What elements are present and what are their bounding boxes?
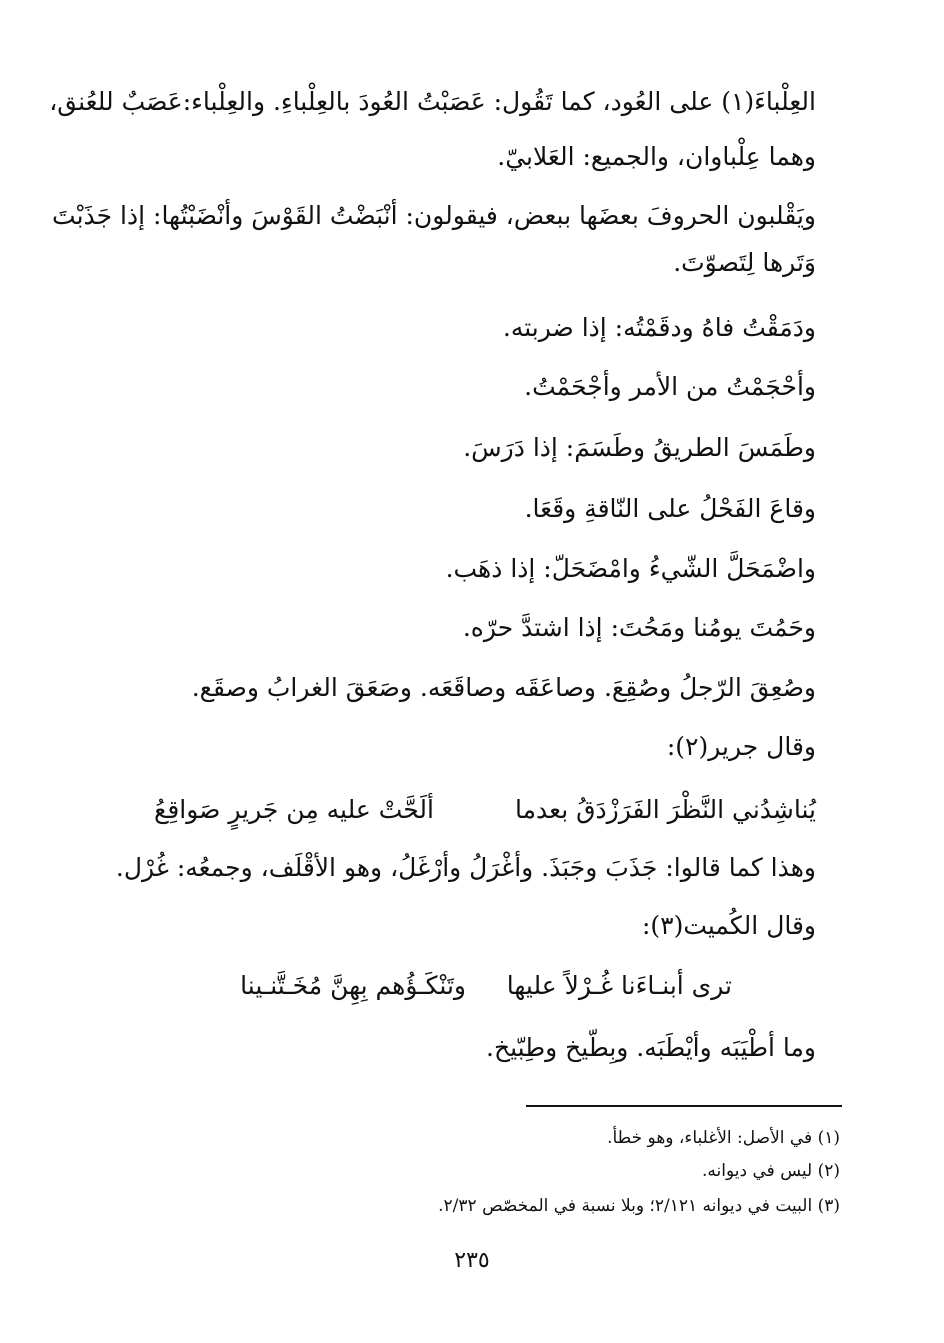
paragraph-1-line-1: العِلْباءَ(١) على العُود، كما تَقُول: عَصَبْتُ العُودَ بالعِلْباءِ. والعِلْباء:عَصَبٌ للعُنق، (49, 87, 816, 116)
text-line-jadhaba: وهذا كما قالوا: جَذَبَ وجَبَذَ. وأغْرَلُ وأرْغَلُ، وهو الأقْلَف، وجمعُه: غُرْل. (115, 853, 816, 882)
verse-jarir (0, 790, 944, 830)
paragraph-2-line-2: وَتَرها لِتَصوّتَ. (673, 248, 816, 277)
footnote-2: (٢) ليس في ديوانه. (702, 1161, 840, 1181)
footnote-separator (526, 1105, 842, 1107)
verse-kumayt-first-hemistich: ترى أبنـاءَنا غُـرْلاً عليها (506, 971, 732, 1000)
text-line-atyabahu: وما أطْيَبَه وأيْطَبَه. وبِطّيخ وطِبّيخ. (486, 1033, 816, 1062)
footnote-3: (٣) البيت في ديوانه ٢/١٢١؛ وبلا نسبة في المخصّص ٢/٣٢. (438, 1196, 840, 1216)
text-line-damaqtu: ودَمَقْتُ فاهُ ودقَمْتُه: إذا ضربته. (502, 313, 816, 342)
text-line-kumayt-intro: وقال الكُميت(٣): (641, 911, 816, 940)
text-line-hamuta: وحَمُتَ يومُنا ومَحُتَ: إذا اشتدَّ حرّه. (462, 613, 816, 642)
verse-kumayt (0, 966, 944, 1006)
text-line-ahjamtu: وأحْجَمْتُ من الأمر وأجْحَمْتُ. (524, 372, 816, 401)
text-line-suiqa: وصُعِقَ الرّجلُ وصُقِعَ. وصاعَقَه وصاقَعَه. وصَعَقَ الغرابُ وصقَع. (191, 673, 816, 702)
text-line-qaa: وقاعَ الفَحْلُ على النّاقةِ وقَعَا. (524, 494, 816, 523)
text-line-idmahalla: واضْمَحَلَّ الشّيءُ وامْضَحَلّ: إذا ذهَب. (445, 554, 816, 583)
verse-jarir-first-hemistich: يُناشِدُني النَّظْرَ الفَرَزْدَقُ بعدما (515, 795, 816, 824)
text-line-jarir-intro: وقال جرير(٢): (666, 732, 816, 761)
verse-kumayt-second-hemistich: وتَنْكَـؤُهم بِهِنَّ مُخَـتَّنـينا (240, 971, 466, 1000)
page-number: ٢٣٥ (454, 1248, 490, 1273)
paragraph-2-line-1: ويَقْلبون الحروفَ بعضَها ببعض، فيقولون: أنْبَضْتُ القَوْسَ وأنْضَبْتُها: إذا جَذَبْتَ (52, 201, 816, 230)
paragraph-1-line-2: وهما عِلْباوان، والجميع: العَلابيّ. (497, 142, 816, 171)
footnote-1: (١) في الأصل: الأغلباء، وهو خطأ. (607, 1128, 840, 1148)
text-line-tamasa: وطَمَسَ الطريقُ وطَسَمَ: إذا دَرَسَ. (463, 433, 816, 462)
verse-jarir-second-hemistich: ألَحَّتْ عليه مِن جَريرٍ صَواقِعُ (154, 795, 434, 824)
